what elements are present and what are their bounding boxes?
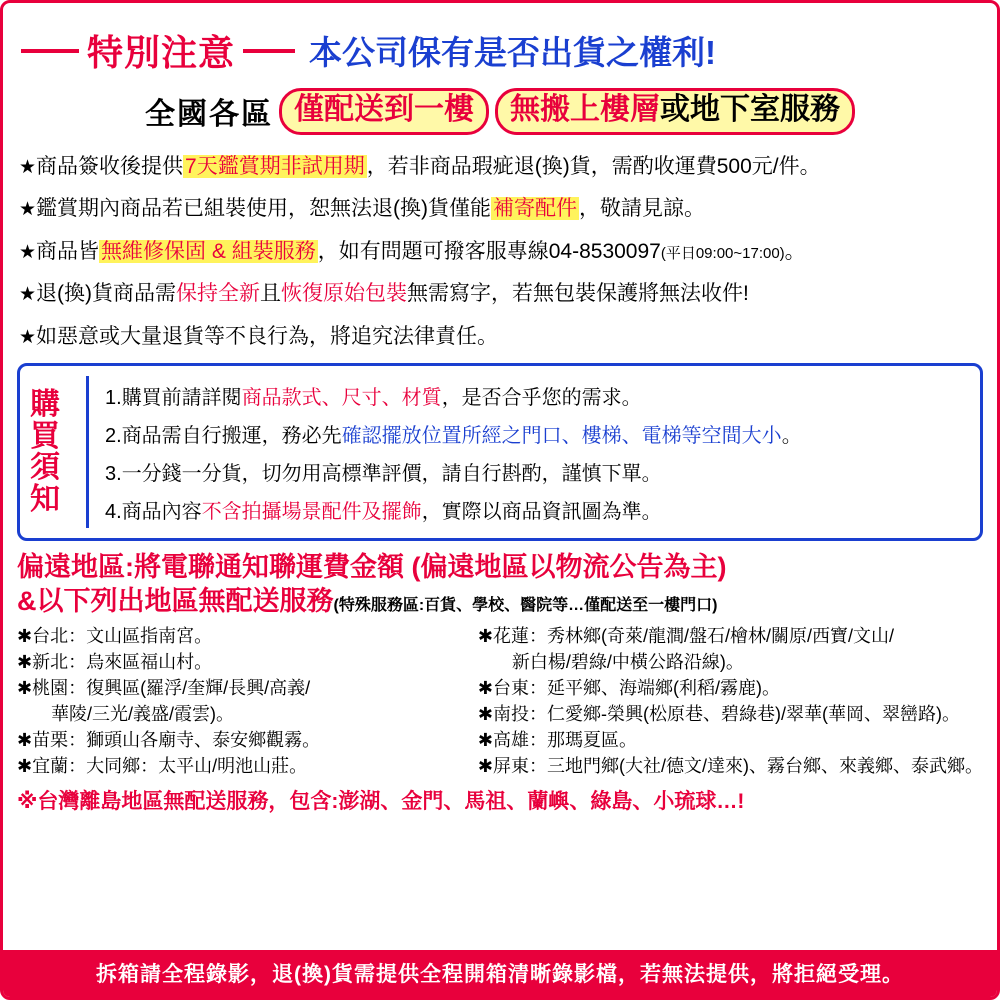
delivery-pill-no-stairs (495, 88, 855, 135)
bullet-item (19, 278, 981, 311)
bullet-text-b: ，若非商品瑕疵退(換)貨，需酌收運費500元/件。 (366, 154, 821, 178)
remote-area-row: 華陵/三光/義盛/霞雲)。 (51, 704, 234, 725)
notice-text-a: 商品需自行搬運，務必先 (121, 424, 342, 447)
notice-text-a: 一分錢一分貨，切勿用高標準評價，請自行斟酌，謹慎下單。 (121, 462, 662, 485)
bullet-item (19, 236, 981, 269)
remote-area-columns (17, 623, 983, 780)
notice-red: 商品款式、尺寸、材質 (241, 386, 442, 409)
remote-area-line1: 偏遠地區:將電聯通知聯運費金額 (偏遠地區以物流公告為主) (17, 552, 727, 583)
header (3, 3, 997, 80)
notice-item (105, 457, 968, 486)
pill-no-stairs-a: 無搬上樓層 (510, 93, 660, 126)
bullet-item (19, 321, 981, 354)
service-hours: (平日09:00~17:00) (660, 244, 785, 262)
purchase-notice-title (30, 376, 89, 528)
purchase-notice-box (17, 363, 983, 541)
remote-area-row: 新白楊/碧綠/中橫公路沿線)。 (511, 651, 744, 672)
notice-item (105, 495, 968, 524)
purchase-notice-title-text: 購買須知 (30, 388, 60, 516)
notice-red: 不含拍攝場景配件及擺飾 (201, 500, 422, 523)
notice-text-a: 購買前請詳閱 (121, 386, 242, 409)
delivery-pill-first-floor: 僅配送到一樓 (279, 88, 489, 135)
shipping-right-notice: 本公司保有是否出貨之權利! (309, 34, 717, 71)
bullet-text-c: 。 (784, 239, 806, 263)
remote-area-row: ✱桃園：復興區(羅浮/奎輝/長興/高義/ (17, 677, 311, 698)
bullet-text-c: 無需寫字，若無包裝保護將無法收件! (407, 282, 749, 306)
notice-text-a: 商品內容 (121, 500, 202, 523)
notice-blue: 確認擺放位置所經之門口、樓梯、電梯等空間大小 (341, 424, 782, 447)
star-icon: ★ (19, 241, 37, 263)
remote-area-row: ✱高雄：那瑪夏區。 (477, 730, 638, 751)
bullet-item (19, 193, 981, 226)
remote-area-left-column (17, 623, 478, 780)
bullet-red-b: 恢復原始包裝 (281, 282, 408, 306)
purchase-notice-list (99, 376, 968, 528)
remote-area-row: ✱台北：文山區指南宮。 (17, 625, 213, 646)
bullet-text-b: ，敬請見諒。 (579, 197, 706, 221)
bullet-list (19, 151, 981, 354)
bullet-text-a: 商品皆 (36, 239, 100, 263)
remote-area-row: ✱花蓮：秀林鄉(奇萊/龍澗/盤石/檜林/關原/西寶/文山/ (477, 625, 895, 646)
star-icon: ★ (19, 284, 37, 306)
remote-area-line2 (17, 585, 983, 619)
bullet-red-a: 保持全新 (176, 282, 261, 306)
notice-text-b: ，是否合乎您的需求。 (441, 386, 642, 409)
star-icon: ★ (19, 156, 37, 178)
remote-area-row: ✱宜蘭：大同鄉：太平山/明池山莊。 (17, 756, 308, 777)
bullet-text-a: 退(換)貨商品需 (36, 282, 177, 306)
notice-number: 1. (105, 386, 122, 409)
notice-item (105, 381, 968, 410)
remote-area-row: ✱新北：烏來區福山村。 (17, 651, 213, 672)
bullet-highlight: 補寄配件 (493, 197, 578, 221)
notice-item (105, 419, 968, 448)
delivery-scope-line (3, 88, 997, 135)
remote-area-line2-main: &以下列出地區無配送服務 (17, 585, 334, 616)
bullet-text-b: 且 (260, 282, 282, 306)
attention-title: 特別注意 (87, 32, 236, 73)
bullet-text-a: 鑑賞期內商品若已組裝使用，恕無法退(換)貨僅能 (36, 197, 492, 221)
remote-area-row: ✱苗栗：獅頭山各廟寺、泰安鄉觀霧。 (17, 730, 321, 751)
star-icon: ★ (19, 199, 37, 221)
header-rule-left (21, 49, 79, 53)
bullet-text-a: 如惡意或大量退貨等不良行為，將追究法律責任。 (36, 324, 499, 348)
bullet-text-a: 商品簽收後提供 (36, 154, 184, 178)
notice-text-b: ，實際以商品資訊圖為準。 (421, 500, 662, 523)
bullet-highlight: 7天鑑賞期非試用期 (185, 154, 365, 178)
notice-number: 2. (105, 424, 122, 447)
bullet-item (19, 151, 981, 184)
remote-area-line2-sub: (特殊服務區:百貨、學校、醫院等…僅配送至一樓門口) (333, 596, 718, 614)
remote-area-row: ✱南投：仁愛鄉-榮興(松原巷、碧綠巷)/翠華(華岡、翠巒路)。 (477, 704, 960, 725)
bullet-text-b: ，如有問題可撥客服專線04-8530097 (317, 239, 661, 263)
remote-area-row: ✱台東：延平鄉、海端鄉(利稻/霧鹿)。 (477, 677, 780, 698)
star-icon: ★ (19, 326, 37, 348)
bullet-highlight: 無維修保固 & 組裝服務 (101, 239, 316, 263)
notice-number: 3. (105, 462, 122, 485)
notice-text-b: 。 (781, 424, 802, 447)
delivery-prefix: 全國各區 (145, 98, 273, 132)
pill-no-stairs-b: 或地下室服務 (660, 93, 840, 126)
remote-area-row: ✱屏東：三地門鄉(大社/德文/達來)、霧台鄉、來義鄉、泰武鄉。 (477, 756, 983, 777)
header-rule-right (243, 49, 295, 53)
footer-banner: 拆箱請全程錄影，退(換)貨需提供全程開箱清晰錄影檔，若無法提供，將拒絕受理。 (3, 950, 997, 997)
remote-area-right-column (478, 623, 983, 780)
island-no-delivery-note: ※台灣離島地區無配送服務，包含:澎湖、金門、馬祖、蘭嶼、綠島、小琉球…! (17, 790, 745, 814)
notice-number: 4. (105, 500, 122, 523)
remote-area-section (17, 551, 983, 779)
